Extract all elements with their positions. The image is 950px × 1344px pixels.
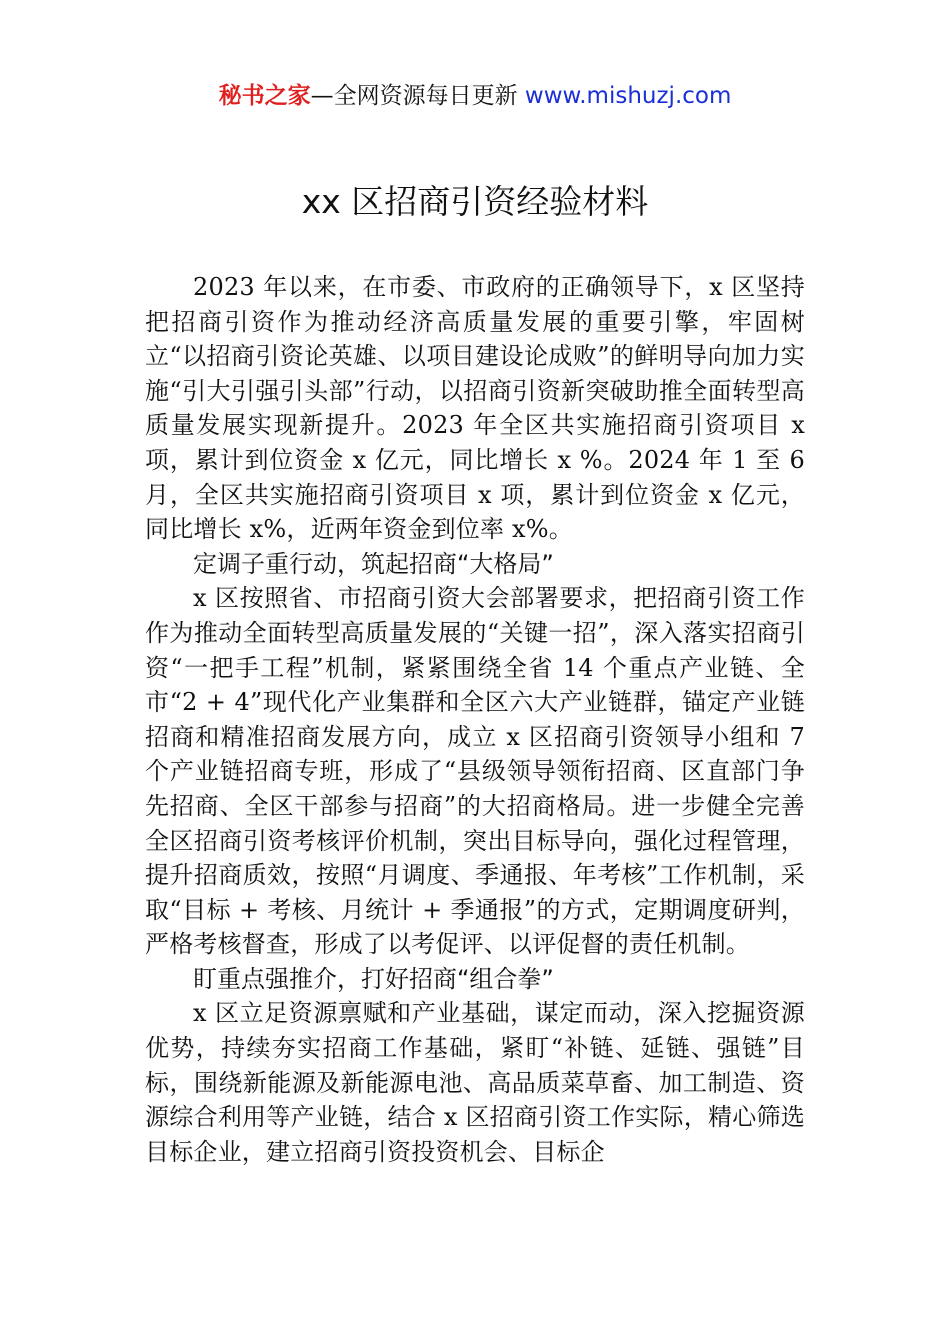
paragraph-section-2: x 区立足资源禀赋和产业基础，谋定而动，深入挖掘资源优势，持续夯实招商工作基础，紧盯“补链、延链、强链”目标，围绕新能源及新能源电池、高品质菜草畜、加工制造、资源综合利用等产业链，结合 x 区招商引资工作实际，精心筛选目标企业，建立招商引资投资机会、目标企 (145, 999, 805, 1166)
banner-slogan: —全网资源每日更新 (310, 83, 525, 109)
paragraph-section-1: x 区按照省、市招商引资大会部署要求，把招商引资工作作为推动全面转型高质量发展的“关键一招”，深入落实招商引资“一把手工程”机制，紧紧围绕全省 14 个重点产业链、全市“2 + 4”现代化产业集群和全区六大产业链群，锚定产业链招商和精准招商发展方向，成立 x 区招商引资领导小组和 7 个产业链招商专班，形成了“县级领导领衔招商、区直部门争先招商、全区干部参与招商”的大招商格局。进一步健全完善全区招商引资考核评价机制，突出目标导向，强化过程管理，提升招商质效，按照“月调度、季通报、年考核”工作机制，采取“目标 + 考核、月统计 + 季通报”的方式，定期调度研判，严格考核督查，形成了以考促评、以评促督的责任机制。 (145, 584, 805, 959)
section-heading-1: 定调子重行动，筑起招商“大格局” (193, 549, 554, 578)
document-body (145, 270, 805, 1169)
paragraph-intro: 2023 年以来，在市委、市政府的正确领导下，x 区坚持把招商引资作为推动经济高质量发展的重要引擎，牢固树立“以招商引资论英雄、以项目建设论成败”的鲜明导向加力实施“引大引强引头部”行动，以招商引资新突破助推全面转型高质量发展实现新提升。2023 年全区共实施招商引资项目 x 项，累计到位资金 x 亿元，同比增长 x %。2024 年 1 至 6 月，全区共实施招商引资项目 x 项，累计到位资金 x 亿元，同比增长 x%，近两年资金到位率 x%。 (145, 273, 805, 544)
site-url-link[interactable]: www.mishuzj.com (524, 83, 732, 109)
section-heading-2: 盯重点强推介，打好招商“组合拳” (193, 964, 554, 993)
site-banner (0, 80, 950, 112)
brand-name: 秘书之家 (218, 83, 311, 109)
document-title: xx 区招商引资经验材料 (301, 182, 649, 221)
